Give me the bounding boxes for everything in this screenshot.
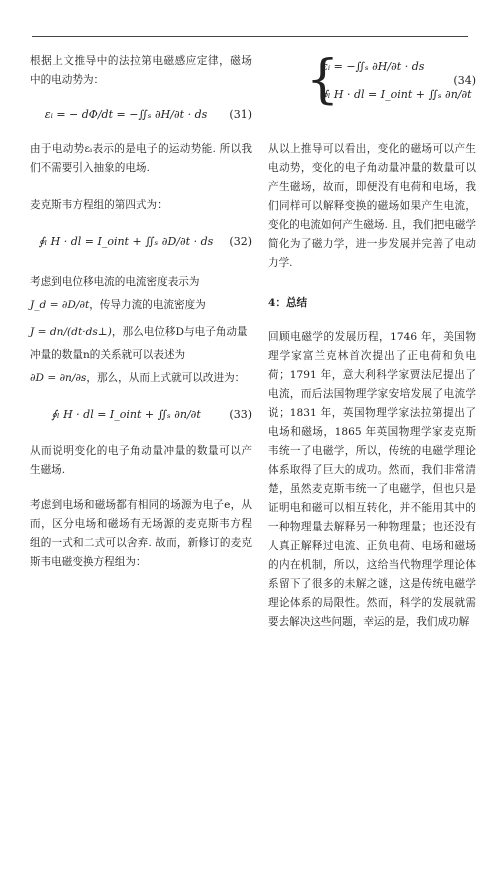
inline-formula-line bbox=[30, 296, 252, 315]
equation-body: ∮ₗ H · dl = I_oint + ∬ₛ ∂D/∂t · ds bbox=[38, 235, 214, 248]
equation-32 bbox=[30, 223, 252, 263]
equation-34 bbox=[268, 52, 476, 116]
equation-number: (32) bbox=[229, 235, 252, 248]
paragraph: 从而说明变化的电子角动量冲量的数量可以产生磁场. bbox=[30, 445, 252, 476]
paragraph: 回顾电磁学的发展历程，1746 年，美国物理学家富兰克林首次提出了正电荷和负电荷；1791 年，意大利科学家贾法尼提出了电流，而后法国物理学家安培发展了电流学说；1831 年，英国物理学家法拉第提出了电场和磁场，1865 年英国物理学家麦克斯韦统一了电磁学，所以，传统的电磁学理论体系取得了巨大的成功。然而，我们非常清楚，虽然麦克斯韦统一了电磁学，但也只是证明电和磁可以相互转化，并不能用其中的一种物理量去解释另一种物理量；也还没有人真正解释过电流、正负电荷、电场和磁场的内在机制，所以，这给当代物理学理论体系留下了很多的未解之谜，这是传统电磁学理论体系的局限性。然而，科学的发展就需要去解决这些问题，幸运的是，我们成功解 bbox=[268, 331, 476, 628]
equation-33 bbox=[30, 396, 252, 436]
equation-number: (31) bbox=[229, 108, 252, 121]
paragraph: 由于电动势εᵢ表示的是电子的运动势能. 所以我们不需要引入抽象的电场. bbox=[30, 143, 252, 174]
paragraph: 从以上推导可以看出，变化的磁场可以产生电动势，变化的电子角动量冲量的数量可以产生磁场，故而，即便没有电荷和电场，我们同样可以解释变换的磁场如果产生电流，变化的电流如何产生磁场. 且，我们把电磁学简化为了磁力学，进一步发展并完善了电动力学. bbox=[268, 143, 477, 269]
equation-line: ∮ₗ H · dl = I_oint + ∬ₛ ∂n/∂t bbox=[322, 88, 472, 101]
inline-formula: J_d = ∂D/∂t bbox=[30, 299, 90, 311]
inline-formula: J = dn/(dt·ds⊥) bbox=[30, 326, 112, 338]
equation-body: ∮ₗ H · dl = I_oint + ∬ₛ ∂n/∂t bbox=[51, 408, 201, 421]
right-column bbox=[268, 52, 476, 632]
paragraph: 根据上文推导中的法拉第电磁感应定律，磁场中的电动势为： bbox=[30, 55, 252, 86]
paragraph: 冲量的数量n的关系就可以表述为 bbox=[30, 349, 186, 361]
equation-number: (34) bbox=[453, 74, 476, 87]
paragraph: 考虑到电场和磁场都有相同的场源为电子e，从而，区分电场和磁场有无场源的麦克斯韦方程组的一式和二式可以舍弃. 故而，新修订的麦克斯韦电磁变换方程组为： bbox=[30, 499, 252, 568]
paragraph: 麦克斯韦方程组的第四式为： bbox=[30, 199, 168, 211]
equation-body: εᵢ = − dΦ/dt = −∬ₛ ∂H/∂t · ds bbox=[44, 108, 208, 121]
left-brace: { bbox=[306, 50, 340, 110]
inline-text: ，那么电位移D与电子角动量 bbox=[111, 326, 248, 338]
header-rule bbox=[32, 36, 468, 37]
equation-number: (33) bbox=[229, 408, 252, 421]
inline-formula-line bbox=[30, 323, 252, 342]
equation-31 bbox=[30, 96, 252, 136]
inline-text: ，传导力流的电流密度为 bbox=[89, 299, 206, 311]
paragraph: 考虑到电位移电流的电流密度表示为 bbox=[30, 276, 200, 288]
inline-formula-line bbox=[30, 369, 252, 388]
equation-line: εᵢ = −∬ₛ ∂H/∂t · ds bbox=[322, 60, 425, 73]
inline-formula: ∂D = ∂n/∂s bbox=[30, 372, 87, 384]
left-column bbox=[30, 52, 252, 572]
section-heading: 4：总结 bbox=[268, 297, 308, 309]
inline-text: ，那么，从而上式就可以改进为： bbox=[86, 372, 246, 384]
